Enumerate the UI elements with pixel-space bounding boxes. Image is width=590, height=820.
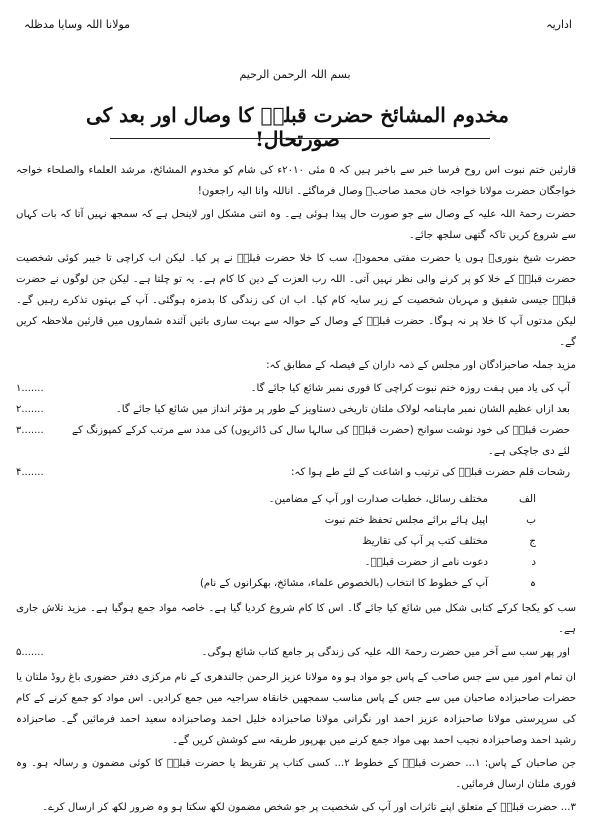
list-item-text: آپ کی یاد میں ہفت روزہ ختم نبوت کراچی کا فوری نمبر شائع کیا جائے گا۔ xyxy=(250,383,570,394)
sub-list-letter: د xyxy=(531,556,536,568)
paragraph: سب کو یکجا کرکے کتابی شکل میں شائع کیا جائے گا۔ اس کا کام شروع کردیا گیا ہے۔ خاصہ مواد جمع ہوگیا ہے۔ مزید تلاش جاری ہے۔ xyxy=(16,603,576,635)
section-label: اداریہ xyxy=(546,18,572,31)
list-item-text: رشحات قلم حضرت قبلہؒ کی ترتیب و اشاعت کے لئے طے ہوا کہ: xyxy=(290,467,570,478)
list-item-text: اور پھر سب سے آخر میں حضرت رحمۃ اللہ علیہ کی زندگی پر جامع کتاب شائع ہوگی۔ xyxy=(201,647,570,658)
sub-list-item xyxy=(16,531,536,552)
paragraph: حضرت رحمۃ اللہ علیہ کے وصال سے جو صورت حال پیدا ہوئی ہے۔ وہ اتنی مشکل اور لاینحل ہے کہ سمجھ نہیں آتا کہ بات کہاں سے شروع کریں تاکہ گتھی سلجھ جائے۔ xyxy=(16,209,576,241)
sub-list-text: مختلف رسائل، خطبات صدارت اور آپ کے مضامین۔ xyxy=(268,494,488,505)
list-item-number: ۵....... xyxy=(16,647,44,658)
decision-list-continued xyxy=(16,642,576,663)
paragraph: قارئین ختم نبوت اس روح فرسا خبر سے باخبر ہیں کہ ۵ مئی ۲۰۱۰ء کی شام کو مخدوم المشائخ، مرشد العلماء والصلحاء خواجہ خواجگان حضرت مولانا خواجہ خان محمد صاحبؒ وصال فرماگئے۔ اناللہ وانا الیہ راجعون! xyxy=(16,165,576,197)
list-item xyxy=(16,462,576,483)
sub-list-letter: ہ xyxy=(529,577,536,589)
list-item-number: ۲....... xyxy=(16,404,44,415)
sub-list-letter: ب xyxy=(526,514,536,526)
paragraph: ان تمام امور میں سے جس صاحب کے پاس جو مواد ہو وہ مولانا عزیز الرحمن جالندھری کے نام مرکزی دفتر حضوری باغ روڈ ملتان یا حضرات صاحبزادہ صاحبان میں سے جس کے پاس مناسب سمجھیں خانقاہ سراجیہ میں جمع کرادیں۔ اس مواد کو جمع کرنے کے کام کی سرپرستی مولانا صاحبزادہ عزیز احمد اور نگرانی مولانا صاحبزادہ خلیل احمد وصاحبزادہ سعید احمد فرمائیں گے۔ صاحبزادہ رشید احمد وصاحبزادہ نجیب احمد بھی مواد جمع کرنے میں بھرپور طریقہ سے کوشش کریں گے۔ xyxy=(16,672,576,746)
list-item-number: ۱....... xyxy=(16,383,44,394)
list-item-number: ۴....... xyxy=(16,467,44,478)
title-underline xyxy=(110,138,490,139)
sub-list xyxy=(16,489,576,594)
list-item xyxy=(16,420,576,462)
sub-list-item xyxy=(16,510,536,531)
paragraph: حضرت شیخ بنوریؒ ہوں یا حضرت مفتی محمودؒ، سب کا خلا حضرت قبلہؒ نے پر کیا۔ لیکن اب کراچی تا خیبر کوئی شخصیت حضرت قبلہؒ کے خلا کو پر کرنے والی نظر نہیں آتی۔ اللہ رب العزت کے دین کا کام ہے۔ یہ تو چلتا ہے۔ لیکن جن لوگوں نے حضرت قبلہؒ جیسی شفیق و مہربان شخصیت کے زیر سایہ کام کیا۔ اب ان کی زندگی کا بدمزہ ہوگئی۔ آپ کے بہتوں تذکرے رہیں گے۔ لیکن مدتوں آپ کا خلا پر نہ ہوگا۔ حضرت قبلہؒ کے وصال کے حوالہ سے بہت ساری باتیں آئندہ شماروں میں قارئین ملاحظہ کریں گے۔ xyxy=(16,253,576,348)
sub-list-text: اپیل ہائے برائے مجلس تحفظ ختم نبوت xyxy=(324,515,488,526)
bismillah: بسم اللہ الرحمن الرحیم xyxy=(239,68,351,81)
page-title: مخدوم المشائخ حضرت قبلہؒ کا وصال اور بعد کی صورتحال! xyxy=(86,103,509,151)
paragraph: جن صاحبان کے پاس: ۱... حضرت قبلہؒ کے خطوط ۲... کسی کتاب پر تقریظ یا حضرت قبلہؒ کا کوئی مضمون و رسالہ ہو۔ وہ فوری ملتان ارسال فرمائیں۔ xyxy=(16,758,576,790)
author-label: مولانا اللہ وسایا مدظلہ xyxy=(24,18,131,31)
sub-list-item xyxy=(16,489,536,510)
sub-list-text: مختلف کتب پر آپ کی تقاریظ xyxy=(362,536,488,547)
list-item xyxy=(16,378,576,399)
paragraph: ۳... حضرت قبلہؒ کے متعلق اپنے تاثرات اور آپ کی شخصیت پر جو شخص مضمون لکھ سکتا ہو وہ ضرور لکھ کر ارسال کرے۔ xyxy=(42,802,576,813)
paragraph: مزید جملہ صاحبزادگان اور مجلس کے ذمہ داران کے فیصلہ کے مطابق کہ: xyxy=(266,360,576,371)
sub-list-text: دعوت نامے از حضرت قبلہؒ۔ xyxy=(364,557,488,568)
sub-list-letter: ج xyxy=(529,535,536,547)
list-item-number: ۳....... xyxy=(16,425,44,436)
article-body xyxy=(16,160,576,820)
decision-list xyxy=(16,378,576,483)
list-item-text: بعد ازاں عظیم الشان نمبر ماہنامہ لولاک ملتان تاریخی دستاویز کے طور پر مؤثر انداز میں شائع کیا جائے گا۔ xyxy=(115,404,570,415)
sub-list-text: آپ کے خطوط کا انتخاب (بالخصوص علماء، مشائخ، بھکرانوں کے نام) xyxy=(199,578,488,589)
sub-list-letter: الف xyxy=(519,493,536,505)
list-item xyxy=(16,642,576,663)
list-item xyxy=(16,399,576,420)
list-item-text: حضرت قبلہؒ کی خود نوشت سوانح (حضرت قبلہؒ کی سالہا سال کی ڈائریوں) کی مدد سے مرتب کرکے کمپوزنگ کے لئے دی جاچکی ہے۔ xyxy=(72,425,570,457)
sub-list-item xyxy=(16,552,536,573)
sub-list-item xyxy=(16,573,536,594)
